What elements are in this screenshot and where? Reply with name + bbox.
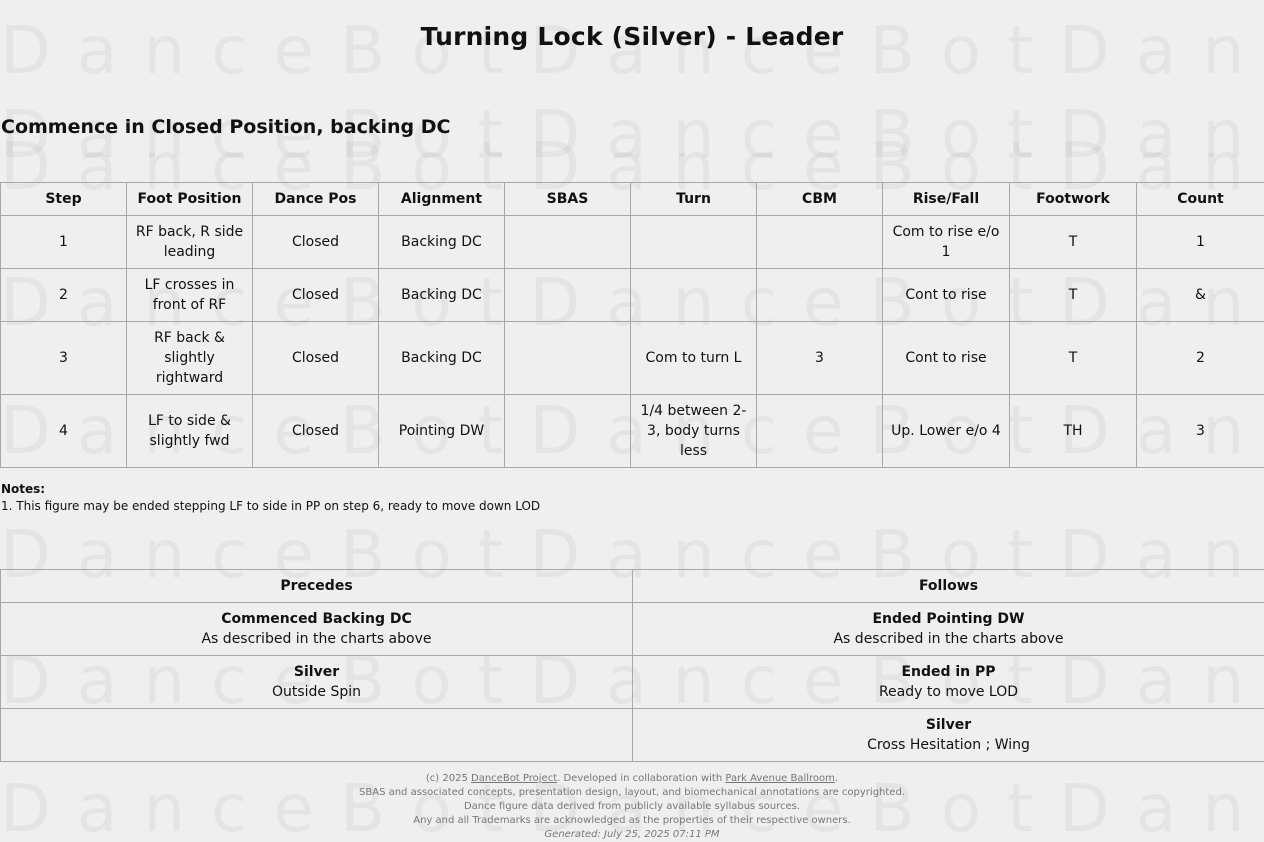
steps-header-row [1, 183, 1264, 216]
table-row [1, 603, 1264, 656]
footer-copyright [0, 772, 1264, 786]
header-rise-fall: Rise/Fall [883, 183, 1010, 216]
table-row [1, 395, 1264, 468]
cell-count: 2 [1137, 322, 1264, 395]
cell-sbas [505, 395, 631, 468]
cell-foot-position: RF back, R side leading [127, 216, 253, 269]
notes-title: Notes: [1, 482, 46, 496]
follows-title: Ended in PP [901, 664, 996, 680]
table-row [1, 216, 1264, 269]
header-alignment: Alignment [379, 183, 505, 216]
cell-footwork: T [1010, 216, 1137, 269]
precedes-text: Outside Spin [271, 684, 362, 700]
commence-position: Commence in Closed Position, backing DC [1, 116, 451, 138]
follows-text: Ready to move LOD [878, 684, 1019, 700]
cell-sbas [505, 322, 631, 395]
dancebot-project-link[interactable]: DanceBot Project [471, 773, 558, 784]
cell-step: 1 [1, 216, 127, 269]
cell-footwork: T [1010, 269, 1137, 322]
cell-cbm [757, 395, 883, 468]
precedes-title: Silver [293, 664, 340, 680]
precedes-cell [1, 709, 633, 762]
cell-sbas [505, 216, 631, 269]
footer-data-source: Dance figure data derived from publicly available syllabus sources. [463, 801, 801, 812]
cell-dance-pos: Closed [253, 322, 379, 395]
table-row [1, 709, 1264, 762]
cell-rise-fall: Cont to rise [883, 322, 1010, 395]
cell-cbm: 3 [757, 322, 883, 395]
cell-cbm [757, 216, 883, 269]
cell-turn [631, 269, 757, 322]
table-row [1, 269, 1264, 322]
footer-prefix: (c) 2025 [425, 773, 472, 784]
header-foot-position: Foot Position [127, 183, 253, 216]
follows-cell [633, 709, 1264, 762]
cell-step: 4 [1, 395, 127, 468]
cell-count: 3 [1137, 395, 1264, 468]
follows-text: Cross Hesitation ; Wing [867, 737, 1030, 753]
footer [0, 772, 1264, 842]
cell-rise-fall: Com to rise e/o 1 [883, 216, 1010, 269]
cell-step: 2 [1, 269, 127, 322]
cell-dance-pos: Closed [253, 395, 379, 468]
header-turn: Turn [631, 183, 757, 216]
cell-cbm [757, 269, 883, 322]
precedes-title: Commenced Backing DC [221, 611, 412, 627]
follows-text: As described in the charts above [833, 631, 1064, 647]
cell-alignment: Backing DC [379, 269, 505, 322]
cell-count: & [1137, 269, 1264, 322]
footer-generated: Generated: July 25, 2025 07:11 PM [544, 829, 720, 840]
cell-step: 3 [1, 322, 127, 395]
cell-alignment: Pointing DW [379, 395, 505, 468]
related-header-row [1, 570, 1264, 603]
header-cbm: CBM [757, 183, 883, 216]
cell-turn: 1/4 between 2-3, body turns less [631, 395, 757, 468]
cell-count: 1 [1137, 216, 1264, 269]
cell-turn [631, 216, 757, 269]
footer-trademarks: Any and all Trademarks are acknowledged as the properties of their respective owners. [413, 815, 851, 826]
header-precedes: Precedes [1, 570, 633, 603]
cell-footwork: T [1010, 322, 1137, 395]
footer-suffix: . [834, 773, 839, 784]
cell-alignment: Backing DC [379, 322, 505, 395]
header-sbas: SBAS [505, 183, 631, 216]
precedes-cell [1, 603, 633, 656]
header-count: Count [1137, 183, 1264, 216]
follows-cell [633, 603, 1264, 656]
cell-alignment: Backing DC [379, 216, 505, 269]
follows-title: Silver [925, 717, 972, 733]
precedes-cell [1, 656, 633, 709]
cell-turn: Com to turn L [631, 322, 757, 395]
precedes-follows-table [0, 569, 1264, 762]
precedes-text: As described in the charts above [201, 631, 432, 647]
cell-dance-pos: Closed [253, 216, 379, 269]
cell-rise-fall: Up. Lower e/o 4 [883, 395, 1010, 468]
header-step: Step [1, 183, 127, 216]
cell-footwork: TH [1010, 395, 1137, 468]
page-title: Turning Lock (Silver) - Leader [420, 22, 844, 51]
follows-cell [633, 656, 1264, 709]
footer-middle: . Developed in collaboration with [557, 773, 726, 784]
table-row [1, 656, 1264, 709]
header-footwork: Footwork [1010, 183, 1137, 216]
header-dance-pos: Dance Pos [253, 183, 379, 216]
cell-rise-fall: Cont to rise [883, 269, 1010, 322]
cell-foot-position: LF to side & slightly fwd [127, 395, 253, 468]
cell-foot-position: LF crosses in front of RF [127, 269, 253, 322]
cell-dance-pos: Closed [253, 269, 379, 322]
header-follows: Follows [633, 570, 1264, 603]
steps-table [0, 182, 1264, 468]
footer-copyright-notice: SBAS and associated concepts, presentation design, layout, and biomechanical annotations are copyrighted. [359, 787, 905, 798]
note-item: 1. This figure may be ended stepping LF to side in PP on step 6, ready to move down LOD [1, 499, 541, 513]
cell-foot-position: RF back & slightly rightward [127, 322, 253, 395]
park-avenue-ballroom-link[interactable]: Park Avenue Ballroom [725, 773, 835, 784]
table-row [1, 322, 1264, 395]
cell-sbas [505, 269, 631, 322]
notes-section [1, 481, 540, 515]
follows-title: Ended Pointing DW [872, 611, 1025, 627]
